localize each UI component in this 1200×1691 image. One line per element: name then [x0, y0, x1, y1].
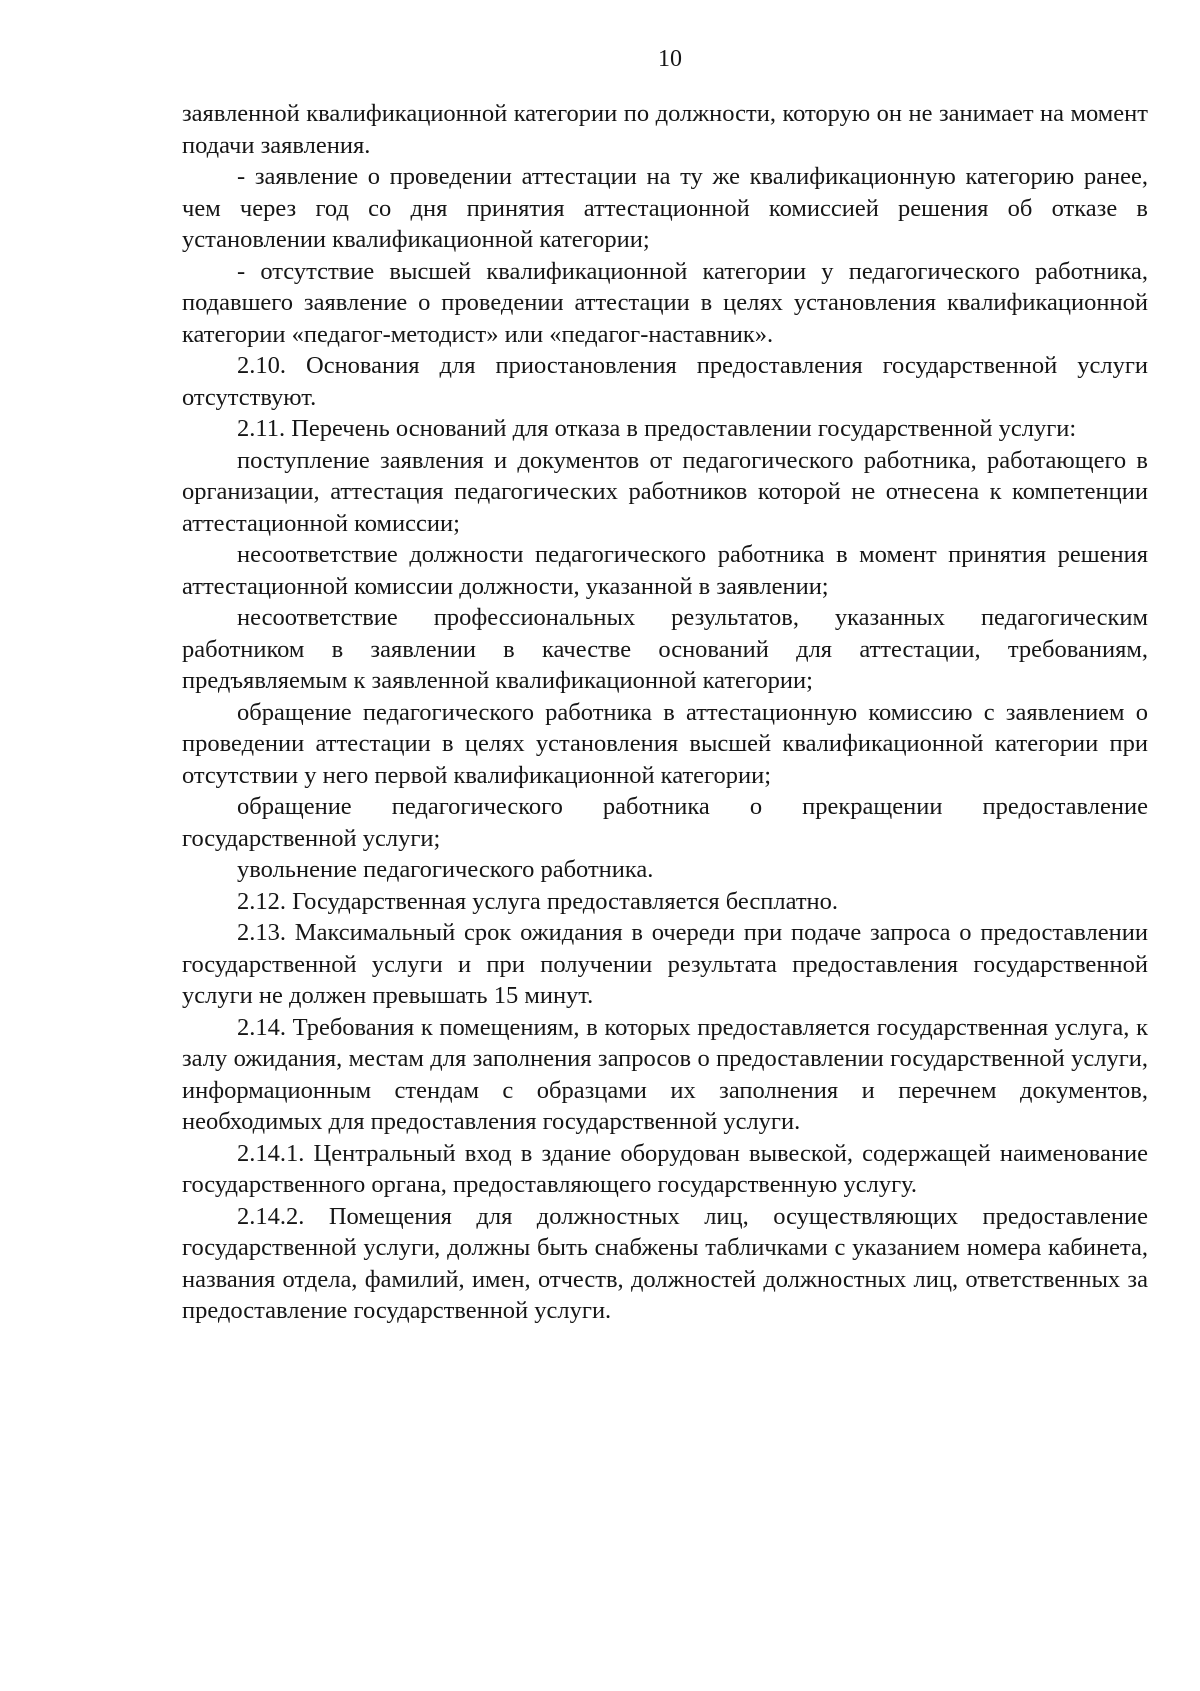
section-2-10: 2.10. Основания для приостановления предоставления государственной услуги отсутствуют.	[182, 352, 1148, 411]
refusal-ground-first-category: обращение педагогического работника в аттестационную комиссию с заявлением о проведении аттестации в целях установления высшей квалификационной категории при отсутствии у него первой квалификационной категории;	[182, 698, 1148, 789]
refusal-ground-organization: поступление заявления и документов от педагогического работника, работающего в организации, аттестация педагогических работников которой не отнесена к компетенции аттестационной комиссии;	[182, 446, 1148, 537]
section-2-14: 2.14. Требования к помещениям, в которых предоставляется государственная услуга, к залу ожидания, местам для заполнения запросов о предоставлении государственной услуги, информационным стендам с образцами их заполнения и перечнем документов, необходимых для предоставления государственной услуги.	[182, 1013, 1148, 1135]
refusal-ground-position: несоответствие должности педагогического работника в момент принятия решения аттестационной комиссии должности, указанной в заявлении;	[182, 541, 1148, 600]
paragraph-no-highest-category: - отсутствие высшей квалификационной категории у педагогического работника, подавшего заявление о проведении аттестации в целях установления квалификационной категории «педагог-методист» или «педагог-наставник».	[182, 257, 1148, 348]
section-2-14-1: 2.14.1. Центральный вход в здание оборудован вывеской, содержащей наименование государственного органа, предоставляющего государственную услугу.	[182, 1139, 1148, 1198]
refusal-ground-dismissal: увольнение педагогического работника.	[237, 856, 654, 883]
document-body	[182, 98, 1148, 1327]
section-2-11: 2.11. Перечень оснований для отказа в предоставлении государственной услуги:	[237, 415, 1077, 442]
section-2-13: 2.13. Максимальный срок ожидания в очереди при подаче запроса о предоставлении государственной услуги и при получении результата предоставления государственной услуги не должен превышать 15 минут.	[182, 919, 1148, 1009]
refusal-ground-termination-request: обращение педагогического работника о прекращении предоставление государственной услуги;	[182, 793, 1148, 852]
refusal-ground-results: несоответствие профессиональных результатов, указанных педагогическим работником в заявлении в качестве оснований для аттестации, требованиям, предъявляемым к заявленной квалификационной категории;	[182, 604, 1148, 694]
section-2-12: 2.12. Государственная услуга предоставляется бесплатно.	[237, 887, 839, 915]
page-number: 10	[658, 46, 682, 72]
paragraph-repeat-application: - заявление о проведении аттестации на ту же квалификационную категорию ранее, чем через год со дня принятия аттестационной комиссией решения об отказе в установлении квалификационной категории;	[182, 163, 1148, 253]
section-2-14-2: 2.14.2. Помещения для должностных лиц, осуществляющих предоставление государственной услуги, должны быть снабжены табличками с указанием номера кабинета, названия отдела, фамилий, имен, отчеств, должностей должностных лиц, ответственных за предоставление государственной услуги.	[182, 1202, 1148, 1324]
paragraph-continuation: заявленной квалификационной категории по должности, которую он не занимает на момент подачи заявления.	[182, 100, 1148, 159]
